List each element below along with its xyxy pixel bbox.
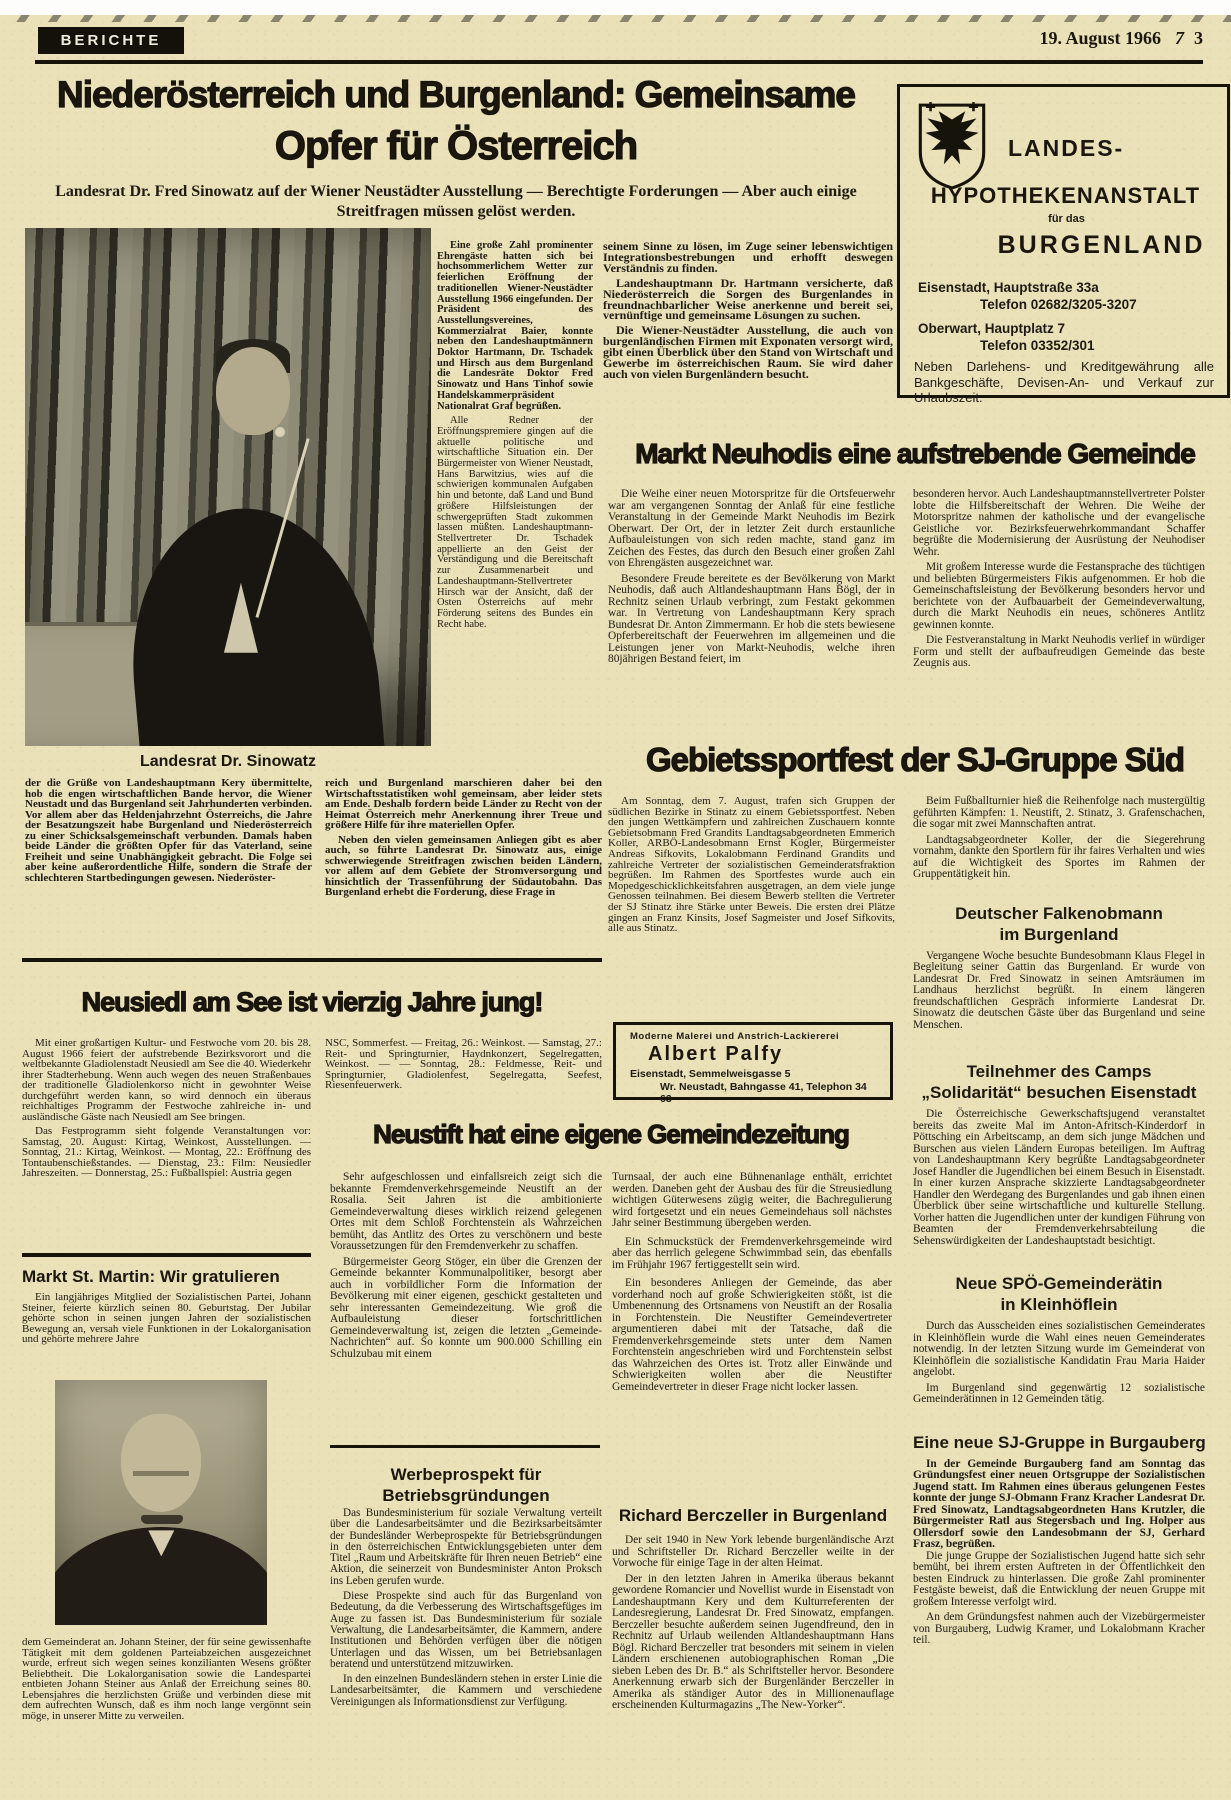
section-tag: BERICHTE: [38, 27, 184, 54]
paragraph: Die Wiener-Neustädter Ausstellung, die auch von burgenländischen Firmen mit Exponaten versorgt wird, gibt einen Überblick über den Stand von Wirtschaft und Gewerbe im österreichischen Raum. Sie wird daher auch von vielen Burgenländern besucht.: [603, 323, 893, 381]
camps-heading: [913, 1061, 1205, 1103]
camps-body: [913, 1109, 1205, 1247]
paragraph: Alle Redner der Eröffnungspremiere gingen auf die aktuelle politische und wirtschaftliche Situation ein. Der Bürgermeister von Wiener Neustadt, Hans Barwitzius, wies auf die schwierigen kommunalen Aufgaben hin und betonte, daß Land und Bund größere Hilfsleistungen der schwergeprüften Stadt zukommen lassen müßten. Landeshauptmann-Stellvertreter Dr. Tschadek appellierte an den Geist der Verständigung und die Bereitschaft zur Zusammenarbeit und Landeshauptmann-Stellvertreter Hirsch war der Ansicht, daß der Osten Österreichs auf mehr Förderung seitens des Bundes ein Recht habe.: [437, 415, 593, 630]
paragraph: Am Sonntag, dem 7. August, trafen sich Gruppen der südlichen Bezirke in Stinatz zu einem Gebietssportfest. Neben den jungen Wettkämpfern und zahlreichen Zuschauern konnte Gebietsobmann Fred Grandits Landtagsabgeordneten Emmerich Koller, ARBÖ-Landesobmann Ernst Kogler, Bürgermeister Andreas Sifkovits, Lokalobmann Ferdinand Grandits und zahlreiche Vertreter der sozialistischen Gemeinderatsfraktion begrüßen. Im Rahmen des Sportfestes wurde auch ein Mopedgeschicklichkeitsfahren ausgetragen, an dem viele junge Genossen teilnahmen. Bei diesem Bewerb stellten die Vertreter der SJ Stinatz ihre Stärke unter Beweis. Die ersten drei Plätze gingen an Franz Kinsits, Josef Sagmeister und Josef Sifkovits, alle aus Stinatz.: [608, 795, 895, 935]
portrait-brow: [133, 1471, 189, 1476]
ad-name-line2: HYPOTHEKENANSTALT: [930, 183, 1201, 208]
sj-gruppe-heading: [913, 1432, 1205, 1453]
falkenobmann-heading: [913, 903, 1205, 945]
paragraph: Die Weihe einer neuen Motorspritze für die Ortsfeuerwehr war am vergangenen Sonntag der Anlaß für eine festliche Veranstaltung in der Gemeinde Markt Neuhodis im Bezirk Oberwart. Der Ort, der in letzter Zeit durch erstaunliche Aufbauleistungen von sich reden machte, stand ganz im Zeichen des Festes, das durch den Besuch einer großen Zahl von Ehrengästen ausgezeichnet war.: [608, 488, 895, 569]
stmartin-body-bottom: [22, 1637, 311, 1721]
page-mark: 7: [1175, 28, 1184, 48]
right-column: [913, 796, 1205, 1647]
paragraph: Besondere Freude bereitete es der Bevölkerung von Markt Neuhodis, daß auch Altlandeshauptmann Hans Bögl, der in Rechnitz seinen Urlaub verbringt, zum Festakt gekommen war. In Vertretung von Landeshauptmann Kery sprach Bundesrat Dr. Anton Zimmermann. Er hob die stets bewiesene Opferbereitschaft der Feuerwehren im allgemeinen und die Leistungen jener von Markt-Neuhodis, welche ihren 80jährigen Bestand feiert, im: [608, 572, 895, 665]
werbeprospekt-heading: [330, 1464, 602, 1506]
ad-addresses: [918, 279, 1137, 354]
paragraph: Mit einer großartigen Kultur- und Festwoche vom 20. bis 28. August 1966 feiert der aufstrebende Bezirksvorort und die weltbekannte Gladiolenstadt Neusiedl am See die 40. Wiederkehr ihrer Stadterhebung. Wenn auch wegen des neuen Straßenbaues der traditionelle Gladiolenkorso nicht in gewohnter Weise durchgeführt werden kann, so wird dennoch ein überaus reichhaltiges Programm der Festwoche zahlreiche in- und ausländische Gäste nach Neusiedl am See bringen.: [22, 1037, 311, 1123]
sj-gruppe-lead-paragraph: In der Gemeinde Burgauberg fand am Sonntag das Gründungsfest einer neuen Ortsgruppe der Sozialistischen Jugend statt. Im Rahmen eines überaus gelungenen Festes konnte der junge SJ-Obmann Franz Kracher Landesrat Dr. Fred Sinowatz, Landtagsabgeordneten Hans Krutzler, die Bürgermeister Ratl aus Stegersbach und Ing. Holper aus Ollersdorf sowie den Landesobmann der SJ, Gerhard Frasz, begrüßen.: [913, 1457, 1205, 1550]
paragraph: Die junge Gruppe der Sozialistischen Jugend hatte sich sehr bemüht, bei ihrem ersten Auftreten in der Öffentlichkeit den besten Eindruck zu hinterlassen. Die große Zahl prominenter Festgäste beweist, daß die Entwicklung der neuen Gruppe mit großem Interesse verfolgt wird.: [913, 1549, 1205, 1608]
heading-line: Teilnehmer des Camps: [966, 1062, 1152, 1081]
heading-line: Deutscher Falkenobmann: [955, 903, 1163, 923]
paragraph: Mit großem Interesse wurde die Festansprache des tüchtigen und beliebten Bürgermeisters Fikis aufgenommen. Er hob die Gemeinschaftsleistung der Bevölkerung besonders hervor und berichtete von der Aufbauarbeit der Gemeindeverwaltung, durch die Markt Neuhodis ein neues, schöneres Antlitz gewinnen konnte.: [913, 561, 1205, 631]
portrait-head: [121, 1414, 201, 1512]
paragraph: An dem Gründungsfest nahmen auch der Vizebürgermeister von Burgauberg, Ludwig Kramer, und Lokalobmann Kracher teil.: [913, 1611, 1205, 1646]
photo-johann-steiner-portrait: [55, 1380, 267, 1625]
neuhodis-column-1: [608, 489, 895, 666]
paragraph: Bürgermeister Georg Stöger, ein über die Grenzen der Gemeinde bekannter Kommunalpolitiker, besorgt aber auch in vorbildlicher Form die Information der Bevölkerung mit einer eigenen, geschickt gestalteten und sehr interessanten Gemeindezeitung. Wie groß die Aufbauleistung dieser fortschrittlichen Gemeindeverwaltung ist, zeigen die letzten „Gemeinde-Nachrichten“ auf. So konnte um 900.000 Schilling ein Schulzubau mit einem: [330, 1255, 602, 1360]
issue-date: 19. August 1966: [1039, 28, 1161, 48]
paragraph: Diese Prospekte sind auch für das Burgenland von Bedeutung, da die Verbesserung des Wirtschaftsgefüges im Auge zu fassen ist. Das Bundesministerium für soziale Verwaltung, die Landesarbeitsämter, die Kammern, andere Institutionen und Behörden verfügen über die nötigen Unterlagen und das Wissen, um bei Betriebsanlagen beratend und unterstützend mitzuwirken.: [330, 1590, 602, 1670]
neuhodis-column-2: [913, 489, 1205, 670]
header-rule: [35, 60, 1203, 64]
palfy-address-1: Eisenstadt, Semmelweisgasse 5: [630, 1068, 791, 1080]
ad-address-oberwart: Oberwart, Hauptplatz 7: [918, 321, 1066, 336]
paragraph: seinem Sinne zu lösen, im Zuge seiner lebenswichtigen Integrationsbestrebungen und erhofft deswegen Verständnis zu finden.: [603, 239, 893, 275]
ad-albert-palfy: [613, 1022, 893, 1105]
heading-line: Eine neue SJ-Gruppe in Burgauberg: [913, 1432, 1206, 1452]
portrait-mustache: [141, 1515, 183, 1524]
lead-column-2: [603, 241, 893, 380]
heading-line: „Solidarität“ besuchen Eisenstadt: [921, 1083, 1197, 1102]
berczeller-body: [612, 1535, 894, 1712]
paragraph: Im Burgenland sind gegenwärtig 12 sozialistische Gemeinderätinnen in 12 Gemeinden tätig.: [913, 1381, 1205, 1405]
neustift-column-1: [330, 1172, 602, 1360]
ad-landeshypothekenanstalt: [897, 84, 1230, 405]
section-rule: [330, 1445, 600, 1448]
sportfest-column-2: [913, 796, 1205, 881]
heading-line: Betriebsgründungen: [382, 1486, 550, 1505]
lead-continuation-column-1: [25, 778, 312, 883]
paragraph: Beim Fußballturnier hieß die Reihenfolge nach mustergültig geführten Kämpfen: 1. Neustift, 2. Stinatz, 3. Grafenschachen, die sogar mit zwei Mannschaften antrat.: [913, 795, 1205, 830]
lead-headline-line1: Niederösterreich und Burgenland: Gemeinsame: [57, 74, 855, 115]
scan-edge: [0, 0, 1231, 15]
paragraph: Der in den letzten Jahren in Amerika überaus bekannt gewordene Romancier und Novellist wurde in Eisenstadt von Landeshauptmann Kery und dem Kulturreferenten der Landesregierung, Landesrat Dr. Fred Sinowatz, empfangen. Berczeller besuchte außerdem seinen Jugendfreund, den in Rechnitz auf Urlaub weilenden Altlandeshauptmann Hans Bögl. Richard Berczeller trat besonders mit seinem in vielen Ländern erschienenen autobiographischen Roman „Die sieben Leben des Dr. B.“ als Schriftsteller hervor. Besondere Anerkennung erwarb sich der Burgenländer Berczeller in Amerika als ständiger Autor des in Millionenauflage erscheinenden Kulturmagazins „The New-Yorker“.: [612, 1572, 894, 1711]
paragraph: Vergangene Woche besuchte Bundesobmann Klaus Flegel in Begleitung seiner Gattin das Burgenland. Er wurde von Landesrat Dr. Fred Sinowatz in seinen Amtsräumen im Landhaus herzlichst begrüßt. In einem längeren freundschaftlichen Gespräch informierte Landesrat Dr. Sinowatz die deutschen Gäste über das Burgenland und seine Menschen.: [913, 949, 1205, 1031]
heading-line: Werbeprospekt für: [390, 1465, 542, 1484]
lead-column-1: [437, 241, 593, 630]
photo-caption: Landesrat Dr. Sinowatz: [139, 753, 317, 770]
neusiedl-headline: Neusiedl am See ist vierzig Jahre jung!: [81, 987, 543, 1017]
heading-line: Neue SPÖ-Gemeinderätin: [955, 1274, 1163, 1293]
paragraph: Die Festveranstaltung in Markt Neuhodis verlief in würdiger Form und stellt der aufbaufreudigen Gemeinde das beste Zeugnis aus.: [913, 634, 1205, 669]
stmartin-body-top: [22, 1292, 311, 1345]
paragraph: Sehr aufgeschlossen und einfallsreich zeigt sich die bekannte Fremdenverkehrsgemeinde Neustift an der Rosalia. Seit Jahren ist die ambitionierte Gemeindeverwaltung dieses wirklich reizend gelegenen Ortes mit dem Schloß Forchtenstein als Wahrzeichen bemüht, das Antlitz des Ortes zu verschönern und beste Voraussetzungen für den Fremdenverkehr zu schaffen.: [330, 1171, 602, 1252]
ad-name-line1: LANDES-: [1008, 135, 1125, 161]
speaker-torso: [119, 498, 385, 746]
paragraph: Landtagsabgeordneter Koller, der die Siegerehrung vornahm, dankte den Sportlern für ihr faires Verhalten und wies auf die Wichtigkeit des Sportes im Rahmen der Gruppentätigkeit hin.: [913, 833, 1205, 880]
photo-sinowatz-speech: [25, 228, 431, 746]
ad-telefon-oberwart: Telefon 03352/301: [980, 338, 1095, 353]
lead-headline-line2: Opfer für Österreich: [274, 124, 638, 168]
heading-line: in Kleinhöflein: [1000, 1295, 1118, 1314]
spoe-body: [913, 1321, 1205, 1406]
ad-telefon-eisenstadt: Telefon 02682/3205-3207: [980, 297, 1137, 312]
ad-services-text: Neben Darlehens- und Kreditgewährung alle Bankgeschäfte, Devisen-An- und Verkauf zur Urlaubszeit.: [914, 359, 1214, 405]
palfy-address-2: Wr. Neustadt, Bahngasse 41, Telephon 34 63: [660, 1080, 867, 1105]
berczeller-heading: Richard Berczeller in Burgenland: [618, 1506, 888, 1525]
lead-intro-paragraph: Eine große Zahl prominenter Ehrengäste hatten sich bei hochsommerlichem Wetter zur feierlichen Eröffnung der traditionellen Wiener-Neustädter Ausstellung 1966 eingefunden. Der Präsident des Ausstellungsvereines, Kommerzialrat Baier, konnte neben den Landeshauptmännern Doktor Hartmann, Dr. Tschadek und Hirsch aus dem Burgenland die Landesräte Doktor Fred Sinowatz und Hans Tinhof sowie Handelskammerpräsident Nationalrat Graf begrüßen.: [437, 240, 593, 412]
ad-address-eisenstadt: Eisenstadt, Hauptstraße 33a: [918, 280, 1099, 295]
speaker-head: [216, 347, 290, 435]
neusiedl-column-1: [22, 1038, 311, 1179]
paragraph: Ein Schmuckstück der Fremdenverkehrsgemeinde wird aber das herrlich gelegene Schwimmbad sein, das ebenfalls im Frühjahr 1967 fertiggestellt sein wird.: [612, 1235, 892, 1271]
paragraph: Das Bundesministerium für soziale Verwaltung verteilt über die Landesarbeitsämter und die Bezirksarbeitsämter der Bundesländer Werbeprospekte für Betriebsgründungen in den österreichischen Entwicklungsgebieten unter dem Titel „Raum und Arbeitskräfte für Ihren neuen Betrieb“ eine Aktion, die seinerzeit von Bundesminister Anton Proksch ins Leben gerufen wurde.: [330, 1507, 602, 1587]
heading-line: im Burgenland: [999, 924, 1119, 944]
lead-headline: [22, 70, 890, 172]
paragraph: Ein besonderes Anliegen der Gemeinde, das aber vorderhand noch auf große Schwierigkeiten stößt, ist die Umbenennung des Ortsnamens von Neustift an der Rosalia in Forchtenstein. Die Neustifter Gemeindevertreter argumentieren dabei mit der Tatsache, daß die Fremdenverkehrsgemeinde stets unter dem Namen Forchtenstein angeschrieben wird und Forchtenstein selbst das Wahrzeichen des Ortes ist. Trotz aller Einwände und Schwierigkeiten wollen aber die Neustifter Gemeindevertreter in dieser Frage nicht locker lassen.: [612, 1277, 892, 1393]
ad-fuer-das: für das: [1048, 213, 1085, 225]
paragraph: Turnsaal, der auch eine Bühnenanlage enthält, errichtet werden. Daneben geht der Ausbau des für die Streusiedlung wichtigen Güterwesens zügig weiter, die Bachregulierung wird fortgesetzt und ein neues Gemeindehaus soll nächstes Jahr seiner Bestimmung übergeben werden.: [612, 1171, 892, 1229]
falkenobmann-body: [913, 951, 1205, 1032]
burgenland-eagle-crest-icon: [916, 99, 988, 196]
neustift-column-2: [612, 1172, 892, 1393]
dateline: [1039, 28, 1203, 49]
sj-gruppe-body: [913, 1551, 1205, 1647]
torn-paper-edge: [0, 15, 1231, 22]
paragraph: Landeshauptmann Dr. Hartmann versicherte, daß Niederösterreich die Sorgen des Burgenlandes in freundnachbarlicher Weise anerkenne und bereit sei, vernünftige und gemeinsame Lösungen zu suchen.: [603, 275, 893, 323]
paragraph: Durch das Ausscheiden eines sozialistischen Gemeinderates in Kleinhöflein wurde die Wahl eines neuen Gemeinderates notwendig. In der letzten Sitzung wurde im Gemeinderat von Kleinhöflein die sozialistische Kandidatin Frau Maria Haider angelobt.: [913, 1320, 1205, 1378]
sportfest-headline: Gebietssportfest der SJ-Gruppe Süd: [645, 741, 1185, 778]
stmartin-heading: Markt St. Martin: Wir gratulieren: [22, 1267, 280, 1286]
paragraph: Das Festprogramm sieht folgende Veranstaltungen vor: Samstag, 20. August: Kirtag, Weinkost, Ausstellungen. — Sonntag, 21.: Kirtag, Weinkost. — Montag, 22.: Eröffnung des Tontaubenschießstandes. — Dienstag, 23.: Film: Neusiedler Jahreszeiten. — Donnerstag, 25.: Fußballspiel: Austria gegen: [22, 1125, 311, 1179]
paragraph: Die Österreichische Gewerkschaftsjugend veranstaltet bereits das zweite Mal im Anton-Afritsch-Kinderdorf in Pöttsching ein Arbeitscamp, an dem sich junge Mädchen und Burschen aus vielen Ländern Europas beteiligen. Im Auftrag von Landeshauptmann Kery begrüßte Landtagsabgeordneter Josef Handler die Jugendlichen bei einem Besuch in Eisenstadt. In einer kurzen Ansprache skizzierte Landtagsabgeordneter Handler den Werdegang des Burgenlandes und gab ihnen einen Überblick über seine wirtschaftliche und kulturelle Stellung. Vorher hatten die Jugendlichen unter der kundigen Führung von Beamten der Fremdenverkehrsabteilung die Sehenswürdigkeiten der Landeshauptstadt besichtigt.: [913, 1108, 1205, 1247]
palfy-name: Albert Palfy: [648, 1043, 784, 1065]
paragraph: reich und Burgenland marschieren daher bei den Wirtschaftsstatistiken wohl gemeinsam, aber leider stets am Ende. Deshalb fordern beide Länder zu Recht von der Heimat Österreich mehr Anerkennung ihrer Treue und größere Hilfe für ihre materiellen Opfer.: [325, 777, 602, 831]
neuhodis-headline: Markt Neuhodis eine aufstrebende Gemeinde: [635, 438, 1195, 469]
paragraph: NSC, Sommerfest. — Freitag, 26.: Weinkost. — Samstag, 27.: Reit- und Springturnier, Haydnkonzert, Segelregatten, Weinkost. — — Sonntag, 28.: Feldmesse, Reit- und Springturnier, Gladiolenfest, Segelregatta, Seefest, Riesenfeuerwerk.: [325, 1037, 602, 1091]
sportfest-column-1: [608, 796, 895, 934]
lead-continuation-column-2: [325, 778, 602, 898]
paragraph: Der seit 1940 in New York lebende burgenländische Arzt und Schriftsteller Dr. Richard Berczeller weilte in der Vorwoche für einige Tage in der alten Heimat.: [612, 1534, 894, 1569]
lead-subhead: Landesrat Dr. Fred Sinowatz auf der Wiener Neustädter Ausstellung — Berechtigte Forderungen — Aber auch einige Streitfragen müssen gelöst werden.: [55, 183, 857, 220]
spoe-heading: [913, 1273, 1205, 1315]
werbeprospekt-body: [330, 1508, 602, 1708]
page-number: 3: [1194, 28, 1203, 48]
paragraph: dem Gemeinderat an. Johann Steiner, der für seine gewissenhafte Tätigkeit mit dem goldenen Parteiabzeichen ausgezeichnet wurde, erfreut sich wegen seines konzilianten Wesens größter Beliebtheit. Die Lokalorganisation sowie die Landespartei entbieten Johann Steiner aus Anlaß der Erreichung seines 80. Lebensjahres die herzlichsten Grüße und verbinden diese mit dem aufrechten Wunsch, daß es ihm noch lange vergönnt sein möge, in unserer Mitte zu verweilen.: [22, 1636, 311, 1722]
section-rule: [22, 1253, 311, 1257]
paragraph: besonderen hervor. Auch Landeshauptmannstellvertreter Polster lobte die Hilfsbereitschaft der Wehren. Die Weihe der Motorspritze nahmen der katholische und der evangelische Geistliche vor. Bezirksfeuerwehrkommandant Schaffer begrüßte die Modernisierung der Ausrüstung der Neuhodiser Wehr.: [913, 488, 1205, 558]
palfy-tagline: Moderne Malerei und Anstrich-Lackiererei: [630, 1031, 840, 1042]
microphone-icon: [275, 427, 285, 437]
paragraph: der die Grüße von Landeshauptmann Kery übermittelte, hob die engen wirtschaftlichen Bande hervor, die Wiener Neustadt und das Burgenland seit Jahrhunderten verbinden. Vor allem aber das Heldenjahrzehnt Österreichs, die Jahre der Besatzungszeit habe Burgenland und Niederösterreich zu einer Schicksalsgemeinschaft verbunden. Damals haben beide Länder die größten Opfer für das Vaterland, seine Freiheit und seine Unabhängigkeit gebracht. Die Folge sei aber keine außerordentliche Hilfe, sondern die Strafe der schlechteren Startbedingungen gewesen. Niederöster-: [25, 777, 312, 884]
paragraph: Ein langjähriges Mitglied der Sozialistischen Partei, Johann Steiner, feierte kürzlich seinen 80. Geburtstag. Der Jubilar gehörte schon in seinen jungen Jahren der sozialistischen Bewegung an, versah viele Funktionen in der Lokalorganisation und gehörte mehrere Jahre: [22, 1291, 311, 1345]
paragraph: Neben den vielen gemeinsamen Anliegen gibt es aber auch, so führte Landesrat Dr. Sinowatz aus, einige schwerwiegende Streitfragen zwischen beiden Ländern, vor allem auf dem Gebiete der Stromversorgung und hinsichtlich der Trassenführung der Südautobahn. Das Burgenland erhebt die Forderung, diese Frage in: [325, 833, 602, 898]
section-rule: [22, 958, 602, 962]
neusiedl-column-2: [325, 1038, 602, 1091]
paragraph: In den einzelnen Bundesländern stehen in erster Linie die Landesarbeitsämter, die Kammern und verschiedene Vereinigungen als Informationsdienst zur Verfügung.: [330, 1673, 602, 1708]
neustift-headline: Neustift hat eine eigene Gemeindezeitung: [373, 1119, 849, 1149]
ad-region: BURGENLAND: [997, 231, 1206, 259]
